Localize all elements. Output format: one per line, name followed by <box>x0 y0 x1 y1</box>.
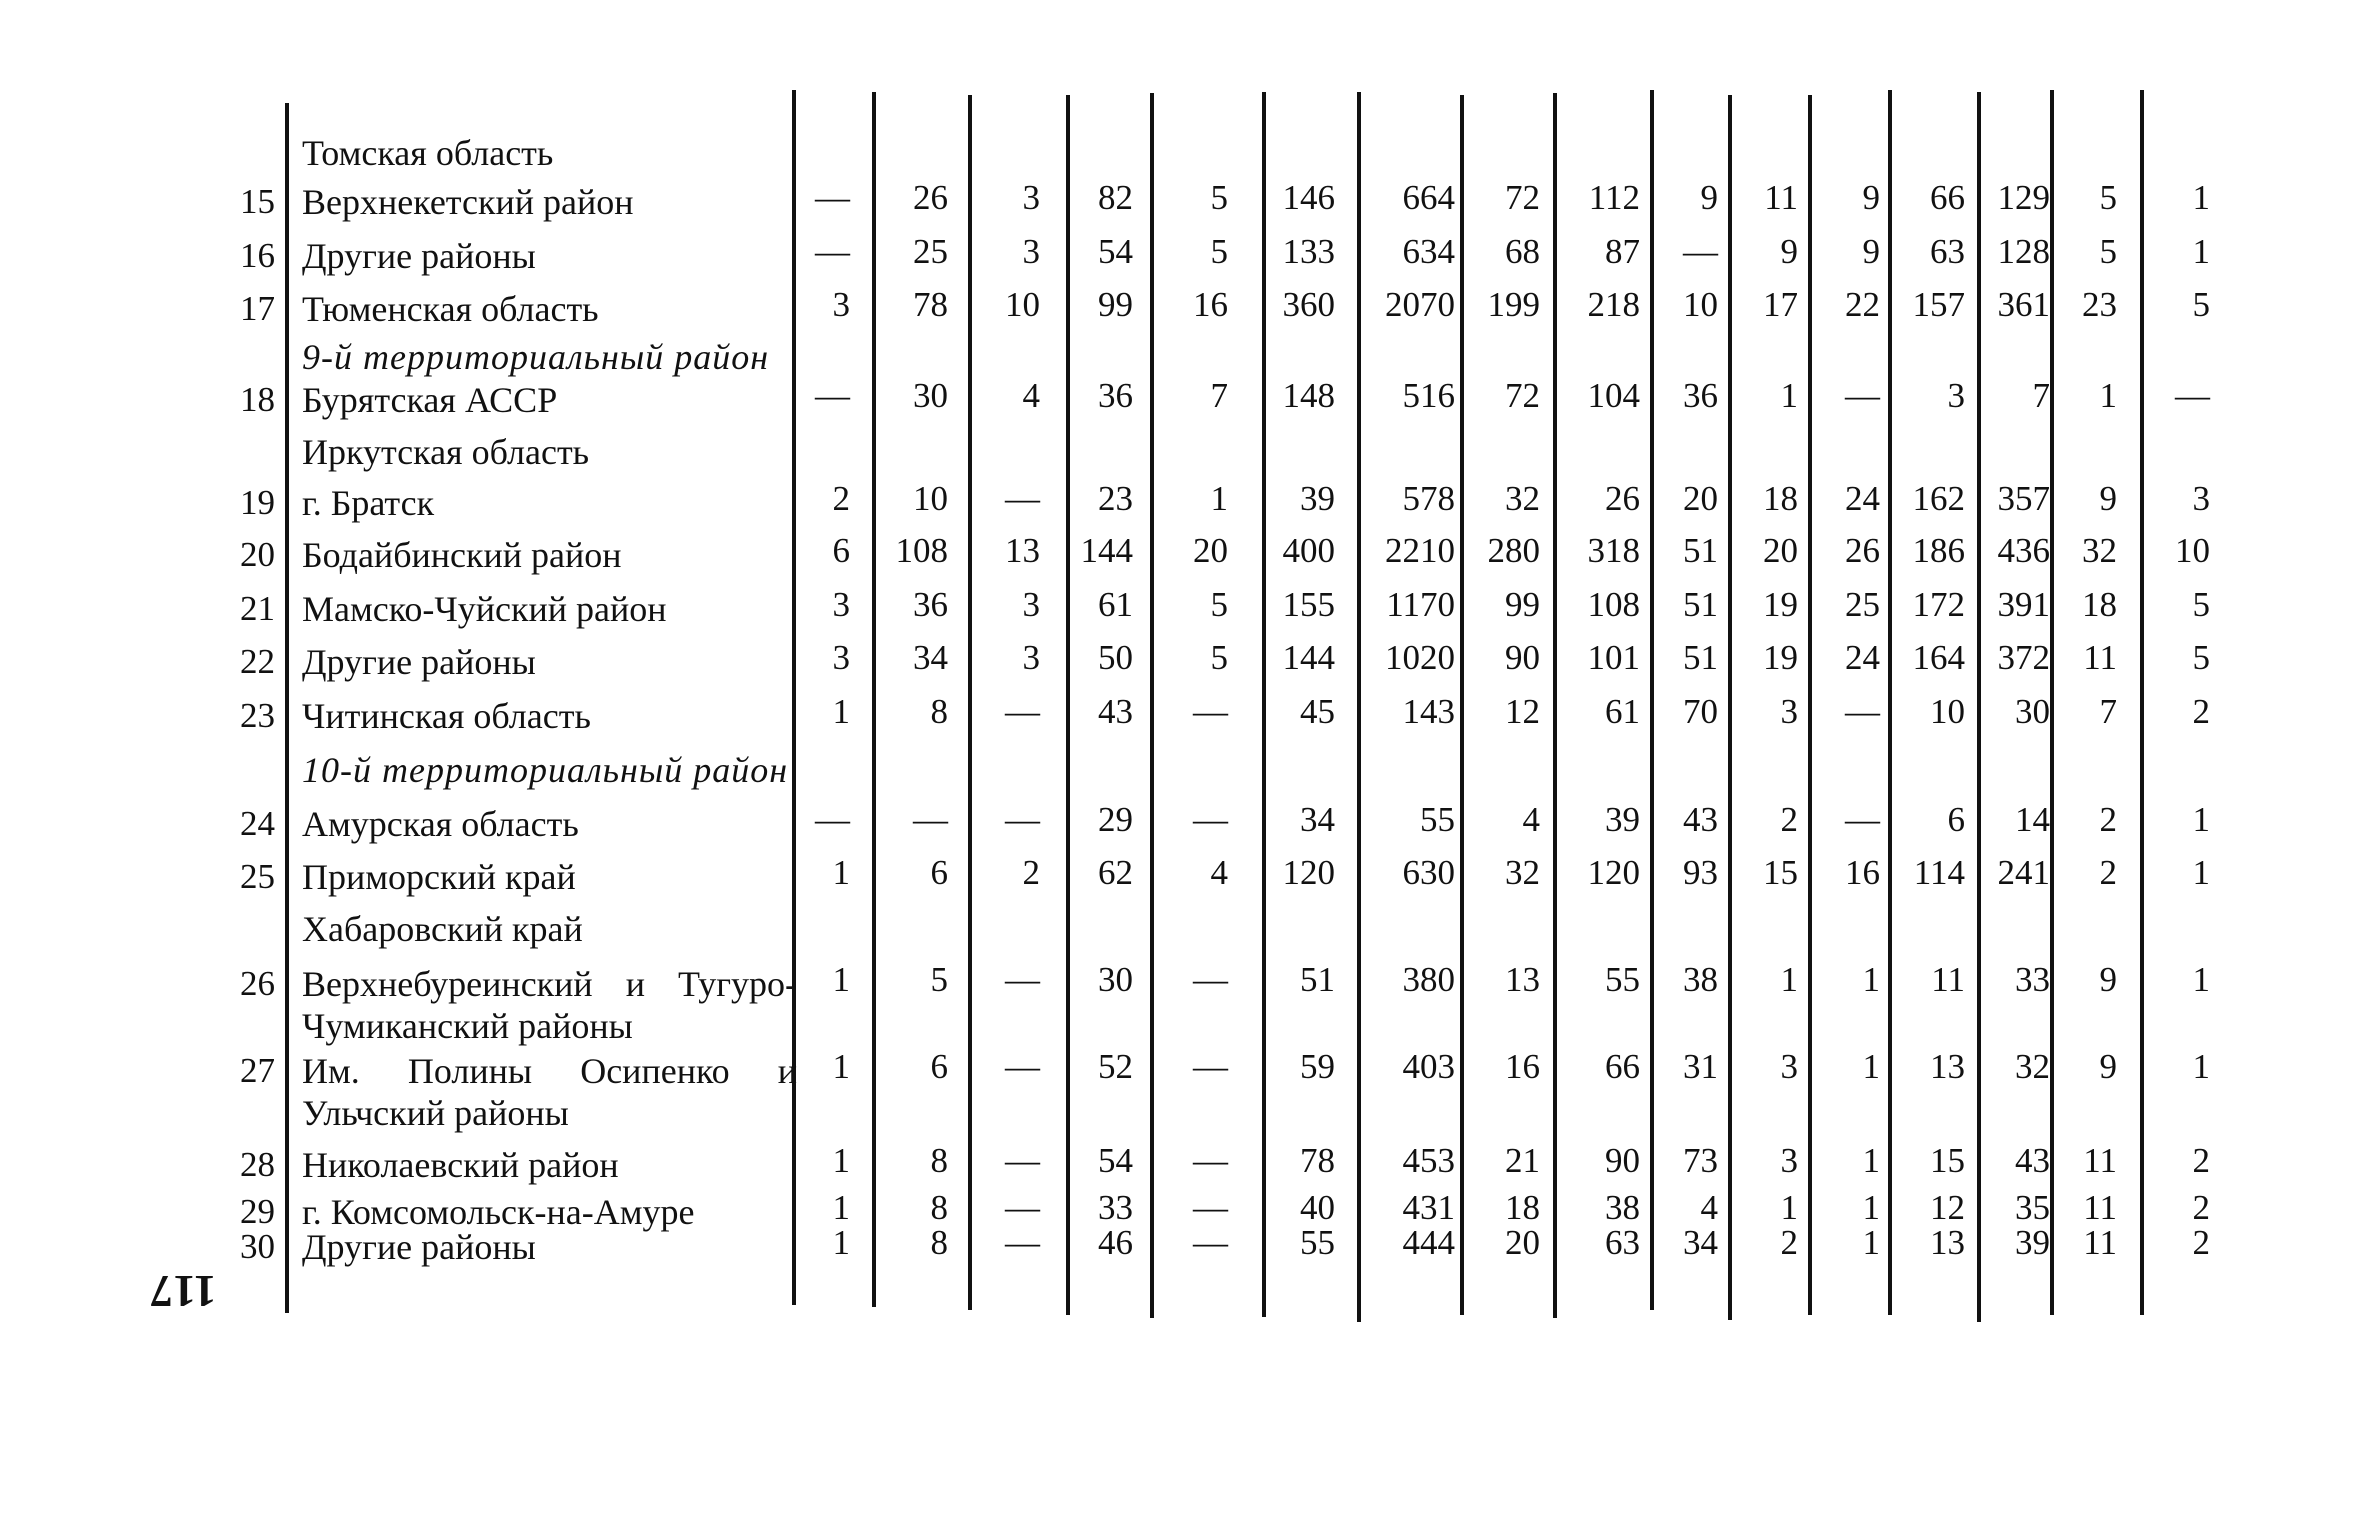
table-cell: 25 <box>913 232 948 271</box>
table-cell: 62 <box>1098 853 1133 892</box>
table-cell: — <box>1845 692 1880 731</box>
table-cell: 6 <box>930 1047 948 1086</box>
row-number: 27 <box>240 1051 275 1090</box>
table-cell: 101 <box>1587 638 1640 677</box>
table-cell: 7 <box>2032 376 2050 415</box>
table-cell: 144 <box>1282 638 1335 677</box>
table-cell: — <box>1005 960 1040 999</box>
table-cell: 3 <box>1780 1141 1798 1180</box>
row-number: 24 <box>240 804 275 843</box>
table-cell: 9 <box>2099 1047 2117 1086</box>
table-cell: 144 <box>1080 531 1133 570</box>
table-cell: 43 <box>1683 800 1718 839</box>
table-cell: 8 <box>930 692 948 731</box>
table-cell: 5 <box>2192 285 2210 324</box>
table-cell: — <box>1005 1141 1040 1180</box>
table-cell: 8 <box>930 1188 948 1227</box>
table-cell: 90 <box>1505 638 1540 677</box>
column-rule <box>285 103 289 1313</box>
table-cell: 90 <box>1605 1141 1640 1180</box>
table-cell: 372 <box>1997 638 2050 677</box>
table-cell: 9 <box>1780 232 1798 271</box>
table-cell: 73 <box>1683 1141 1718 1180</box>
table-cell: 34 <box>1300 800 1335 839</box>
row-label: Николаевский район <box>302 1145 619 1185</box>
table-cell: 3 <box>832 638 850 677</box>
table-cell: 630 <box>1402 853 1455 892</box>
row-label: Верхнебуреинский и Тугуро- <box>302 964 797 1004</box>
table-cell: 10 <box>1930 692 1965 731</box>
table-cell: 26 <box>1605 479 1640 518</box>
table-cell: 54 <box>1098 1141 1133 1180</box>
table-cell: 99 <box>1098 285 1133 324</box>
table-cell: 5 <box>1210 178 1228 217</box>
table-cell: 5 <box>2192 585 2210 624</box>
table-cell: 33 <box>2015 960 2050 999</box>
table-cell: 1 <box>832 960 850 999</box>
table-cell: 3 <box>832 285 850 324</box>
row-label-continued: Ульчский районы <box>302 1093 569 1133</box>
table-cell: 1 <box>2099 376 2117 415</box>
table-cell: 9 <box>1862 232 1880 271</box>
table-cell: 2 <box>1022 853 1040 892</box>
table-cell: 38 <box>1683 960 1718 999</box>
table-cell: 72 <box>1505 376 1540 415</box>
row-number: 15 <box>240 182 275 221</box>
table-cell: 1 <box>832 1188 850 1227</box>
table-cell: 1 <box>832 1141 850 1180</box>
table-cell: 13 <box>1930 1047 1965 1086</box>
table-cell: 99 <box>1505 585 1540 624</box>
table-cell: 9 <box>2099 479 2117 518</box>
table-cell: 13 <box>1005 531 1040 570</box>
table-cell: 12 <box>1505 692 1540 731</box>
table-cell: 34 <box>1683 1223 1718 1262</box>
table-cell: 72 <box>1505 178 1540 217</box>
row-number: 21 <box>240 589 275 628</box>
table-cell: 33 <box>1098 1188 1133 1227</box>
row-label: г. Братск <box>302 483 435 523</box>
table-cell: — <box>1193 1223 1228 1262</box>
table-cell: 7 <box>2099 692 2117 731</box>
row-label: Амурская область <box>302 804 579 844</box>
table-cell: 1 <box>1780 1188 1798 1227</box>
table-cell: 32 <box>1505 479 1540 518</box>
table-cell: 51 <box>1300 960 1335 999</box>
table-cell: 1 <box>2192 960 2210 999</box>
table-cell: 108 <box>1587 585 1640 624</box>
table-cell: 120 <box>1587 853 1640 892</box>
table-cell: 1 <box>1862 1188 1880 1227</box>
table-cell: 78 <box>1300 1141 1335 1180</box>
table-cell: 2 <box>2099 853 2117 892</box>
table-cell: 1 <box>1210 479 1228 518</box>
table-cell: 9 <box>1862 178 1880 217</box>
table-cell: 55 <box>1300 1223 1335 1262</box>
table-cell: 30 <box>913 376 948 415</box>
table-cell: 12 <box>1930 1188 1965 1227</box>
table-cell: 11 <box>2083 1188 2117 1227</box>
row-label: Читинская область <box>302 696 591 736</box>
table-cell: 11 <box>1931 960 1965 999</box>
region-heading: Хабаровский край <box>302 909 583 949</box>
table-cell: 3 <box>1022 585 1040 624</box>
table-cell: 15 <box>1930 1141 1965 1180</box>
table-cell: — <box>1005 692 1040 731</box>
row-number: 18 <box>240 380 275 419</box>
table-cell: 55 <box>1420 800 1455 839</box>
region-heading: Иркутская область <box>302 432 590 472</box>
table-cell: 51 <box>1683 585 1718 624</box>
table-cell: 51 <box>1683 531 1718 570</box>
table-cell: 3 <box>2192 479 2210 518</box>
table-cell: 66 <box>1930 178 1965 217</box>
row-number: 19 <box>240 483 275 522</box>
table-cell: 112 <box>1588 178 1640 217</box>
table-cell: 55 <box>1605 960 1640 999</box>
table-cell: 2210 <box>1385 531 1455 570</box>
table-cell: 1 <box>832 1047 850 1086</box>
table-cell: 43 <box>2015 1141 2050 1180</box>
table-cell: 2 <box>832 479 850 518</box>
table-cell: — <box>1193 1047 1228 1086</box>
table-cell: 18 <box>1505 1188 1540 1227</box>
table-cell: — <box>1193 692 1228 731</box>
table-cell: 318 <box>1587 531 1640 570</box>
row-number: 23 <box>240 696 275 735</box>
table-cell: 1 <box>2192 232 2210 271</box>
table-cell: 36 <box>913 585 948 624</box>
table-cell: 1 <box>2192 853 2210 892</box>
table-cell: 54 <box>1098 232 1133 271</box>
table-cell: 453 <box>1402 1141 1455 1180</box>
table-cell: 50 <box>1098 638 1133 677</box>
table-cell: 61 <box>1098 585 1133 624</box>
table-cell: 108 <box>895 531 948 570</box>
table-cell: — <box>1193 1188 1228 1227</box>
table-cell: 2070 <box>1385 285 1455 324</box>
table-cell: 6 <box>930 853 948 892</box>
table-cell: 1 <box>1862 1223 1880 1262</box>
table-cell: 1 <box>1780 960 1798 999</box>
table-cell: 400 <box>1282 531 1335 570</box>
table-cell: 2 <box>1780 1223 1798 1262</box>
table-cell: 4 <box>1700 1188 1718 1227</box>
table-cell: 24 <box>1845 479 1880 518</box>
table-cell: 23 <box>2082 285 2117 324</box>
table-cell: 66 <box>1605 1047 1640 1086</box>
table-cell: 32 <box>1505 853 1540 892</box>
table-cell: — <box>1005 800 1040 839</box>
row-label: Бодайбинский район <box>302 535 622 575</box>
table-cell: 19 <box>1763 585 1798 624</box>
table-cell: 1170 <box>1386 585 1455 624</box>
table-cell: 186 <box>1912 531 1965 570</box>
table-cell: — <box>1005 1223 1040 1262</box>
table-cell: 11 <box>2083 1223 2117 1262</box>
table-cell: 14 <box>2015 800 2050 839</box>
table-cell: 2 <box>2192 1223 2210 1262</box>
table-cell: 1 <box>2192 178 2210 217</box>
row-number: 28 <box>240 1145 275 1184</box>
table-cell: 10 <box>2175 531 2210 570</box>
table-cell: 120 <box>1282 853 1335 892</box>
row-number: 16 <box>240 236 275 275</box>
row-number: 25 <box>240 857 275 896</box>
table-cell: 39 <box>2015 1223 2050 1262</box>
table-cell: 35 <box>2015 1188 2050 1227</box>
table-cell: — <box>815 800 850 839</box>
table-cell: 3 <box>1947 376 1965 415</box>
table-cell: 46 <box>1098 1223 1133 1262</box>
table-cell: 63 <box>1605 1223 1640 1262</box>
table-cell: 15 <box>1763 853 1798 892</box>
row-label: Мамско-Чуйский район <box>302 589 667 629</box>
table-cell: 9 <box>2099 960 2117 999</box>
table-cell: 61 <box>1605 692 1640 731</box>
table-cell: 2 <box>2192 692 2210 731</box>
table-cell: 13 <box>1930 1223 1965 1262</box>
table-cell: 26 <box>1845 531 1880 570</box>
table-cell: — <box>1845 800 1880 839</box>
table-cell: 8 <box>930 1141 948 1180</box>
table-cell: — <box>1005 1188 1040 1227</box>
table-cell: 63 <box>1930 232 1965 271</box>
table-cell: 32 <box>2015 1047 2050 1086</box>
row-label: Другие районы <box>302 236 536 276</box>
table-cell: 6 <box>832 531 850 570</box>
table-cell: 20 <box>1763 531 1798 570</box>
table-cell: 9 <box>1700 178 1718 217</box>
section-heading: 9-й территориальный район <box>302 337 770 377</box>
table-cell: 22 <box>1845 285 1880 324</box>
table-cell: — <box>1193 1141 1228 1180</box>
page-number: 117 <box>150 1266 217 1317</box>
table-cell: 5 <box>1210 585 1228 624</box>
table-cell: 218 <box>1587 285 1640 324</box>
table-cell: 10 <box>1683 285 1718 324</box>
table-cell: 199 <box>1487 285 1540 324</box>
row-label: Другие районы <box>302 1227 536 1267</box>
table-cell: 3 <box>1022 232 1040 271</box>
table-cell: — <box>2175 376 2210 415</box>
table-cell: 20 <box>1505 1223 1540 1262</box>
table-cell: 578 <box>1402 479 1455 518</box>
table-cell: 634 <box>1402 232 1455 271</box>
row-number: 17 <box>240 289 275 328</box>
table-cell: 17 <box>1763 285 1798 324</box>
table-cell: 25 <box>1845 585 1880 624</box>
table-cell: 8 <box>930 1223 948 1262</box>
table-cell: 93 <box>1683 853 1718 892</box>
table-cell: 431 <box>1402 1188 1455 1227</box>
table-cell: 403 <box>1402 1047 1455 1086</box>
table-cell: — <box>1193 800 1228 839</box>
table-cell: 52 <box>1098 1047 1133 1086</box>
table-cell: 31 <box>1683 1047 1718 1086</box>
table-cell: 87 <box>1605 232 1640 271</box>
table-cell: — <box>815 376 850 415</box>
table-cell: 391 <box>1997 585 2050 624</box>
row-label: Другие районы <box>302 642 536 682</box>
table-cell: 4 <box>1210 853 1228 892</box>
table-cell: 16 <box>1193 285 1228 324</box>
row-label: Тюменская область <box>302 289 599 329</box>
table-cell: 20 <box>1683 479 1718 518</box>
table-cell: 157 <box>1912 285 1965 324</box>
row-label-continued: Чумиканский районы <box>302 1006 633 1046</box>
table-cell: 133 <box>1282 232 1335 271</box>
table-cell: 2 <box>2192 1188 2210 1227</box>
table-cell: 128 <box>1997 232 2050 271</box>
table-cell: 664 <box>1402 178 1455 217</box>
table-cell: — <box>815 178 850 217</box>
table-cell: 114 <box>1913 853 1965 892</box>
table-cell: 5 <box>2099 232 2117 271</box>
table-cell: 45 <box>1300 692 1335 731</box>
table-cell: 32 <box>2082 531 2117 570</box>
table-cell: 5 <box>1210 232 1228 271</box>
table-cell: 39 <box>1605 800 1640 839</box>
table-cell: 78 <box>913 285 948 324</box>
row-label: Приморский край <box>302 857 576 897</box>
table-cell: 172 <box>1912 585 1965 624</box>
table-cell: 24 <box>1845 638 1880 677</box>
table-cell: 23 <box>1098 479 1133 518</box>
table-cell: 5 <box>930 960 948 999</box>
section-heading: 10-й территориальный район <box>302 750 789 790</box>
table-cell: 18 <box>1763 479 1798 518</box>
row-number: 29 <box>240 1192 275 1231</box>
table-cell: 18 <box>2082 585 2117 624</box>
table-cell: 1020 <box>1385 638 1455 677</box>
row-label: Верхнекетский район <box>302 182 634 222</box>
table-cell: 146 <box>1282 178 1335 217</box>
table-cell: 13 <box>1505 960 1540 999</box>
table-cell: 241 <box>1997 853 2050 892</box>
table-cell: 34 <box>913 638 948 677</box>
table-cell: 2 <box>2192 1141 2210 1180</box>
table-cell: 104 <box>1587 376 1640 415</box>
table-cell: — <box>1005 1047 1040 1086</box>
table-cell: 20 <box>1193 531 1228 570</box>
table-cell: 11 <box>2083 638 2117 677</box>
table-cell: 10 <box>1005 285 1040 324</box>
row-number: 20 <box>240 535 275 574</box>
table-cell: 59 <box>1300 1047 1335 1086</box>
row-number: 26 <box>240 964 275 1003</box>
table-cell: 164 <box>1912 638 1965 677</box>
table-cell: 11 <box>1764 178 1798 217</box>
table-cell: 36 <box>1098 376 1133 415</box>
table-cell: 21 <box>1505 1141 1540 1180</box>
table-cell: 29 <box>1098 800 1133 839</box>
table-cell: 7 <box>1210 376 1228 415</box>
table-cell: 3 <box>832 585 850 624</box>
table-cell: 26 <box>913 178 948 217</box>
row-number: 30 <box>240 1227 275 1266</box>
table-cell: 3 <box>1780 692 1798 731</box>
table-cell: — <box>913 800 948 839</box>
table-cell: — <box>1193 960 1228 999</box>
table-cell: 5 <box>2192 638 2210 677</box>
table-cell: 6 <box>1947 800 1965 839</box>
table-cell: 162 <box>1912 479 1965 518</box>
table-cell: 360 <box>1282 285 1335 324</box>
table-cell: 148 <box>1282 376 1335 415</box>
table-cell: 143 <box>1402 692 1455 731</box>
table-cell: 3 <box>1022 178 1040 217</box>
table-cell: 36 <box>1683 376 1718 415</box>
table-cell: 280 <box>1487 531 1540 570</box>
table-cell: 16 <box>1505 1047 1540 1086</box>
table-cell: 16 <box>1845 853 1880 892</box>
table-cell: 4 <box>1522 800 1540 839</box>
table-cell: 1 <box>2192 1047 2210 1086</box>
row-number: 22 <box>240 642 275 681</box>
table-cell: — <box>815 232 850 271</box>
table-cell: 38 <box>1605 1188 1640 1227</box>
row-label: г. Комсомольск-на-Амуре <box>302 1192 695 1232</box>
table-cell: 1 <box>832 853 850 892</box>
table-cell: 82 <box>1098 178 1133 217</box>
table-cell: 1 <box>1862 1047 1880 1086</box>
table-cell: 361 <box>1997 285 2050 324</box>
table-cell: 4 <box>1022 376 1040 415</box>
table-cell: 5 <box>2099 178 2117 217</box>
table-cell: 51 <box>1683 638 1718 677</box>
table-cell: 5 <box>1210 638 1228 677</box>
row-label: Бурятская АССР <box>302 380 558 420</box>
table-cell: 68 <box>1505 232 1540 271</box>
table-cell: — <box>1683 232 1718 271</box>
table-cell: 2 <box>2099 800 2117 839</box>
table-cell: 1 <box>2192 800 2210 839</box>
table-cell: 3 <box>1780 1047 1798 1086</box>
table-cell: 155 <box>1282 585 1335 624</box>
table-cell: 1 <box>832 692 850 731</box>
table-cell: 129 <box>1997 178 2050 217</box>
table-cell: 11 <box>2083 1141 2117 1180</box>
table-cell: 30 <box>2015 692 2050 731</box>
table-cell: 380 <box>1402 960 1455 999</box>
table-cell: — <box>1005 479 1040 518</box>
table-cell: 43 <box>1098 692 1133 731</box>
table-cell: 436 <box>1997 531 2050 570</box>
table-cell: 3 <box>1022 638 1040 677</box>
table-cell: 40 <box>1300 1188 1335 1227</box>
row-label: Им. Полины Осипенко и <box>302 1051 797 1091</box>
table-cell: 19 <box>1763 638 1798 677</box>
table-cell: 516 <box>1402 376 1455 415</box>
table-cell: — <box>1845 376 1880 415</box>
table-cell: 70 <box>1683 692 1718 731</box>
table-cell: 30 <box>1098 960 1133 999</box>
table-cell: 39 <box>1300 479 1335 518</box>
table-cell: 1 <box>1780 376 1798 415</box>
table-cell: 10 <box>913 479 948 518</box>
table-cell: 2 <box>1780 800 1798 839</box>
table-cell: 444 <box>1402 1223 1455 1262</box>
table-cell: 1 <box>1862 1141 1880 1180</box>
table-cell: 1 <box>832 1223 850 1262</box>
table-cell: 1 <box>1862 960 1880 999</box>
table-cell: 357 <box>1997 479 2050 518</box>
region-heading: Томская область <box>302 133 554 173</box>
